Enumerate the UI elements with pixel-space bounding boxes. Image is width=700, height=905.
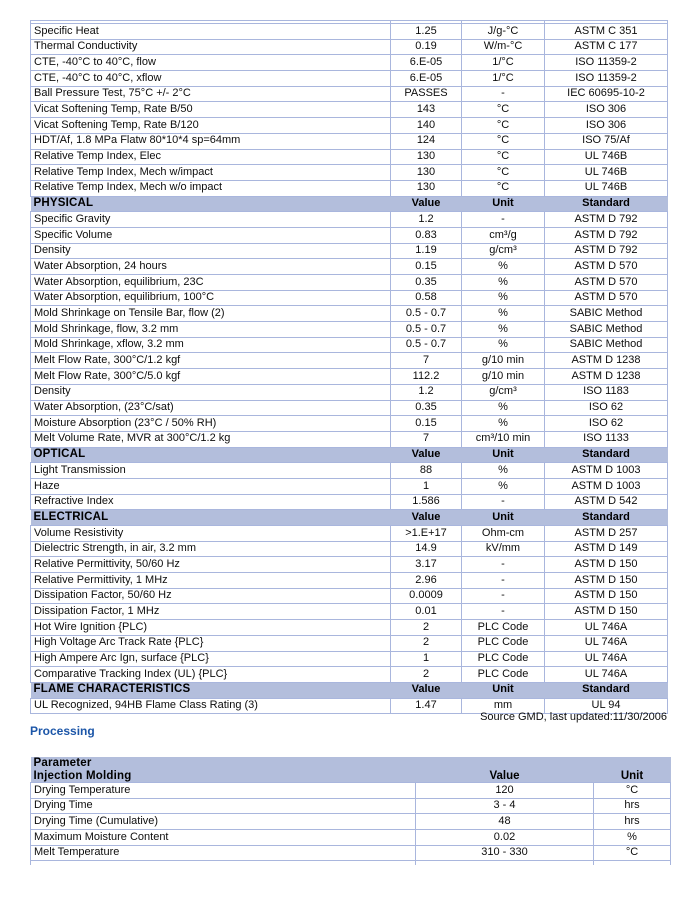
property-name-cell: Mold Shrinkage, flow, 3.2 mm	[31, 322, 391, 338]
property-name-cell: Water Absorption, equilibrium, 100°C	[31, 290, 391, 306]
value-cell: 6.E-05	[391, 55, 462, 71]
section-header-row	[31, 510, 668, 526]
standard-cell: UL 746B	[545, 149, 668, 165]
standard-column-header: Standard	[545, 447, 668, 463]
stub-cell	[594, 861, 671, 866]
standard-cell: ASTM D 149	[545, 541, 668, 557]
table-row	[31, 102, 668, 118]
unit-column-header: Unit	[594, 770, 671, 783]
unit-cell: -	[462, 588, 545, 604]
property-name-cell: Water Absorption, equilibrium, 23C	[31, 275, 391, 291]
source-note: Source GMD, last updated:11/30/2006	[480, 711, 667, 723]
table-row	[31, 227, 668, 243]
property-name-cell: CTE, -40°C to 40°C, flow	[31, 55, 391, 71]
standard-cell: ASTM D 150	[545, 573, 668, 589]
table-row	[31, 667, 668, 683]
table-row	[31, 24, 668, 40]
standard-column-header: Standard	[545, 510, 668, 526]
value-cell: 0.01	[391, 604, 462, 620]
table-row	[31, 830, 671, 846]
property-name-cell: HDT/Af, 1.8 MPa Flatw 80*10*4 sp=64mm	[31, 133, 391, 149]
value-cell: PASSES	[391, 86, 462, 102]
unit-cell: -	[462, 212, 545, 228]
table-row	[31, 71, 668, 87]
standard-cell: ASTM C 177	[545, 39, 668, 55]
unit-cell: -	[462, 557, 545, 573]
value-cell: 3 - 4	[416, 798, 594, 814]
unit-column-header: Unit	[462, 196, 545, 212]
value-cell: 88	[391, 463, 462, 479]
table-row	[31, 133, 668, 149]
table-row	[31, 573, 668, 589]
unit-cell: -	[462, 494, 545, 510]
property-name-cell: Moisture Absorption (23°C / 50% RH)	[31, 416, 391, 432]
value-cell: 1.19	[391, 243, 462, 259]
property-name-cell: Volume Resistivity	[31, 526, 391, 542]
property-name-cell: Melt Flow Rate, 300°C/1.2 kgf	[31, 353, 391, 369]
unit-cell: PLC Code	[462, 620, 545, 636]
table-row	[31, 165, 668, 181]
value-cell: 2	[391, 635, 462, 651]
table-row	[31, 290, 668, 306]
value-cell: 0.5 - 0.7	[391, 337, 462, 353]
property-name-cell: UL Recognized, 94HB Flame Class Rating (3)	[31, 698, 391, 714]
standard-cell: ISO 306	[545, 118, 668, 134]
value-column-header: Value	[391, 682, 462, 698]
unit-cell: °C	[462, 180, 545, 196]
property-name-cell: Comparative Tracking Index (UL) {PLC}	[31, 667, 391, 683]
standard-cell: ASTM D 1238	[545, 369, 668, 385]
value-cell: 0.5 - 0.7	[391, 322, 462, 338]
value-cell: 1	[391, 478, 462, 494]
unit-cell: PLC Code	[462, 667, 545, 683]
property-name-cell: Specific Gravity	[31, 212, 391, 228]
value-cell: 0.19	[391, 39, 462, 55]
property-name-cell: Hot Wire Ignition {PLC)	[31, 620, 391, 636]
value-cell: 1.586	[391, 494, 462, 510]
table-row	[31, 39, 668, 55]
unit-cell: %	[462, 416, 545, 432]
table-row	[31, 306, 668, 322]
property-name-cell: Relative Temp Index, Mech w/impact	[31, 165, 391, 181]
unit-cell: kV/mm	[462, 541, 545, 557]
standard-cell: ISO 75/Af	[545, 133, 668, 149]
property-name-cell: Ball Pressure Test, 75°C +/- 2°C	[31, 86, 391, 102]
unit-cell: %	[462, 400, 545, 416]
property-name-cell: Density	[31, 384, 391, 400]
section-title-cell: PHYSICAL	[31, 196, 391, 212]
unit-column-header: Unit	[462, 447, 545, 463]
value-cell: 124	[391, 133, 462, 149]
parameter-name-cell: Drying Temperature	[31, 783, 416, 799]
unit-column-header: Unit	[462, 510, 545, 526]
property-name-cell: Melt Volume Rate, MVR at 300°C/1.2 kg	[31, 431, 391, 447]
unit-cell: g/10 min	[462, 369, 545, 385]
standard-cell: ISO 62	[545, 400, 668, 416]
value-cell: 143	[391, 102, 462, 118]
standard-cell: SABIC Method	[545, 337, 668, 353]
value-cell: 0.5 - 0.7	[391, 306, 462, 322]
standard-cell: ASTM D 792	[545, 212, 668, 228]
table-row	[31, 275, 668, 291]
unit-cell: °C	[462, 102, 545, 118]
standard-cell: ISO 1183	[545, 384, 668, 400]
table-row	[31, 588, 668, 604]
table-row	[31, 55, 668, 71]
processing-table	[30, 757, 671, 865]
table-row	[31, 798, 671, 814]
property-name-cell: Thermal Conductivity	[31, 39, 391, 55]
processing-header-row	[31, 757, 671, 770]
value-cell: 0.15	[391, 416, 462, 432]
table-row	[31, 212, 668, 228]
table-row	[31, 526, 668, 542]
value-cell: 2.96	[391, 573, 462, 589]
unit-cell: -	[462, 86, 545, 102]
value-cell: 1	[391, 651, 462, 667]
unit-cell: g/cm³	[462, 243, 545, 259]
property-name-cell: Dielectric Strength, in air, 3.2 mm	[31, 541, 391, 557]
section-header-row	[31, 447, 668, 463]
table-row	[31, 86, 668, 102]
unit-cell: °C	[594, 783, 671, 799]
property-name-cell: Vicat Softening Temp, Rate B/120	[31, 118, 391, 134]
value-cell: 140	[391, 118, 462, 134]
value-cell: 1.47	[391, 698, 462, 714]
value-cell: 6.E-05	[391, 71, 462, 87]
value-cell: 130	[391, 180, 462, 196]
value-cell: 48	[416, 814, 594, 830]
section-header-row	[31, 196, 668, 212]
table-row	[31, 541, 668, 557]
table-row	[31, 369, 668, 385]
standard-cell: UL 746A	[545, 651, 668, 667]
unit-cell: °C	[594, 845, 671, 861]
value-column-header: Value	[391, 196, 462, 212]
property-name-cell: Dissipation Factor, 50/60 Hz	[31, 588, 391, 604]
standard-cell: ASTM C 351	[545, 24, 668, 40]
standard-cell: ASTM D 792	[545, 243, 668, 259]
unit-cell: W/m-°C	[462, 39, 545, 55]
property-name-cell: Vicat Softening Temp, Rate B/50	[31, 102, 391, 118]
unit-cell: °C	[462, 133, 545, 149]
table-row	[31, 620, 668, 636]
property-name-cell: Relative Permittivity, 50/60 Hz	[31, 557, 391, 573]
property-name-cell: Mold Shrinkage on Tensile Bar, flow (2)	[31, 306, 391, 322]
parameter-name-cell: Drying Time	[31, 798, 416, 814]
table-row	[31, 322, 668, 338]
value-cell: 0.02	[416, 830, 594, 846]
value-cell: 7	[391, 353, 462, 369]
value-cell: 0.35	[391, 400, 462, 416]
value-cell: >1.E+17	[391, 526, 462, 542]
table-row	[31, 635, 668, 651]
unit-cell: %	[462, 259, 545, 275]
property-name-cell: Relative Temp Index, Elec	[31, 149, 391, 165]
parameter-name-cell: Maximum Moisture Content	[31, 830, 416, 846]
value-cell: 130	[391, 149, 462, 165]
value-column-header: Value	[416, 770, 594, 783]
table-row	[31, 118, 668, 134]
property-name-cell: High Ampere Arc Ign, surface {PLC}	[31, 651, 391, 667]
value-cell: 14.9	[391, 541, 462, 557]
unit-cell: hrs	[594, 814, 671, 830]
value-cell: 120	[416, 783, 594, 799]
standard-cell: UL 746A	[545, 635, 668, 651]
standard-cell: ASTM D 570	[545, 275, 668, 291]
value-cell: 1.25	[391, 24, 462, 40]
properties-table	[30, 20, 668, 714]
standard-cell: SABIC Method	[545, 306, 668, 322]
section-header-row	[31, 682, 668, 698]
unit-cell: 1/°C	[462, 55, 545, 71]
property-name-cell: Relative Temp Index, Mech w/o impact	[31, 180, 391, 196]
standard-column-header: Standard	[545, 196, 668, 212]
value-cell: 0.35	[391, 275, 462, 291]
standard-cell: ASTM D 1003	[545, 478, 668, 494]
property-name-cell: Specific Heat	[31, 24, 391, 40]
table-row	[31, 353, 668, 369]
property-name-cell: Haze	[31, 478, 391, 494]
standard-cell: ISO 62	[545, 416, 668, 432]
standard-cell: SABIC Method	[545, 322, 668, 338]
section-title-cell: OPTICAL	[31, 447, 391, 463]
property-name-cell: Refractive Index	[31, 494, 391, 510]
property-name-cell: Water Absorption, (23°C/sat)	[31, 400, 391, 416]
standard-cell: ASTM D 792	[545, 227, 668, 243]
table-row	[31, 783, 671, 799]
standard-cell: UL 94	[545, 698, 668, 714]
unit-cell: %	[462, 306, 545, 322]
standard-cell: ASTM D 570	[545, 259, 668, 275]
unit-cell: hrs	[594, 798, 671, 814]
table-row	[31, 463, 668, 479]
unit-cell: °C	[462, 149, 545, 165]
value-cell: 0.15	[391, 259, 462, 275]
table-row	[31, 243, 668, 259]
standard-cell: ASTM D 150	[545, 588, 668, 604]
standard-column-header: Standard	[545, 682, 668, 698]
value-cell: 130	[391, 165, 462, 181]
unit-cell: J/g-°C	[462, 24, 545, 40]
property-name-cell: Dissipation Factor, 1 MHz	[31, 604, 391, 620]
unit-cell: %	[462, 290, 545, 306]
value-cell: 2	[391, 620, 462, 636]
standard-cell: UL 746A	[545, 667, 668, 683]
table-row	[31, 400, 668, 416]
standard-cell: IEC 60695-10-2	[545, 86, 668, 102]
value-cell: 310 - 330	[416, 845, 594, 861]
unit-cell: °C	[462, 165, 545, 181]
unit-cell: -	[462, 573, 545, 589]
property-name-cell: Relative Permittivity, 1 MHz	[31, 573, 391, 589]
value-cell: 0.58	[391, 290, 462, 306]
unit-cell: mm	[462, 698, 545, 714]
table-row	[31, 259, 668, 275]
parameter-header-cell: Parameter	[31, 757, 671, 770]
parameter-name-cell: Drying Time (Cumulative)	[31, 814, 416, 830]
value-cell: 1.2	[391, 212, 462, 228]
processing-subheader-row	[31, 770, 671, 783]
processing-section-heading: Processing	[30, 724, 95, 738]
unit-cell: cm³/g	[462, 227, 545, 243]
standard-cell: ASTM D 150	[545, 604, 668, 620]
table-row	[31, 557, 668, 573]
standard-cell: ASTM D 150	[545, 557, 668, 573]
standard-cell: UL 746B	[545, 165, 668, 181]
stub-cell	[31, 861, 416, 866]
value-cell: 3.17	[391, 557, 462, 573]
table-row	[31, 180, 668, 196]
table-row	[31, 604, 668, 620]
injection-molding-header-cell: Injection Molding	[31, 770, 416, 783]
unit-cell: %	[462, 463, 545, 479]
standard-cell: ISO 11359-2	[545, 55, 668, 71]
standard-cell: ASTM D 542	[545, 494, 668, 510]
standard-cell: UL 746B	[545, 180, 668, 196]
table-row	[31, 149, 668, 165]
property-name-cell: Mold Shrinkage, xflow, 3.2 mm	[31, 337, 391, 353]
section-title-cell: ELECTRICAL	[31, 510, 391, 526]
unit-cell: 1/°C	[462, 71, 545, 87]
unit-cell: %	[594, 830, 671, 846]
table-row	[31, 814, 671, 830]
unit-cell: -	[462, 604, 545, 620]
value-cell: 0.0009	[391, 588, 462, 604]
parameter-name-cell: Melt Temperature	[31, 845, 416, 861]
unit-cell: g/cm³	[462, 384, 545, 400]
value-cell: 7	[391, 431, 462, 447]
standard-cell: ISO 306	[545, 102, 668, 118]
unit-cell: %	[462, 322, 545, 338]
property-name-cell: Density	[31, 243, 391, 259]
table-row	[31, 845, 671, 861]
table-row	[31, 416, 668, 432]
table-row	[31, 384, 668, 400]
unit-cell: %	[462, 337, 545, 353]
property-name-cell: Melt Flow Rate, 300°C/5.0 kgf	[31, 369, 391, 385]
value-column-header: Value	[391, 510, 462, 526]
standard-cell: ISO 11359-2	[545, 71, 668, 87]
value-column-header: Value	[391, 447, 462, 463]
standard-cell: UL 746A	[545, 620, 668, 636]
standard-cell: ISO 1133	[545, 431, 668, 447]
unit-cell: %	[462, 275, 545, 291]
unit-cell: cm³/10 min	[462, 431, 545, 447]
section-title-cell: FLAME CHARACTERISTICS	[31, 682, 391, 698]
unit-column-header: Unit	[462, 682, 545, 698]
property-name-cell: CTE, -40°C to 40°C, xflow	[31, 71, 391, 87]
unit-cell: PLC Code	[462, 635, 545, 651]
unit-cell: Ohm-cm	[462, 526, 545, 542]
standard-cell: ASTM D 1003	[545, 463, 668, 479]
value-cell: 2	[391, 667, 462, 683]
unit-cell: °C	[462, 118, 545, 134]
standard-cell: ASTM D 570	[545, 290, 668, 306]
table-row	[31, 494, 668, 510]
value-cell: 112.2	[391, 369, 462, 385]
table-row	[31, 431, 668, 447]
standard-cell: ASTM D 257	[545, 526, 668, 542]
unit-cell: PLC Code	[462, 651, 545, 667]
table-row	[31, 337, 668, 353]
unit-cell: %	[462, 478, 545, 494]
table-row	[31, 651, 668, 667]
property-name-cell: Light Transmission	[31, 463, 391, 479]
value-cell: 1.2	[391, 384, 462, 400]
table-row	[31, 478, 668, 494]
property-name-cell: Specific Volume	[31, 227, 391, 243]
standard-cell: ASTM D 1238	[545, 353, 668, 369]
cropped-row-stub	[31, 861, 671, 866]
property-name-cell: High Voltage Arc Track Rate {PLC}	[31, 635, 391, 651]
property-name-cell: Water Absorption, 24 hours	[31, 259, 391, 275]
unit-cell: g/10 min	[462, 353, 545, 369]
value-cell: 0.83	[391, 227, 462, 243]
stub-cell	[416, 861, 594, 866]
